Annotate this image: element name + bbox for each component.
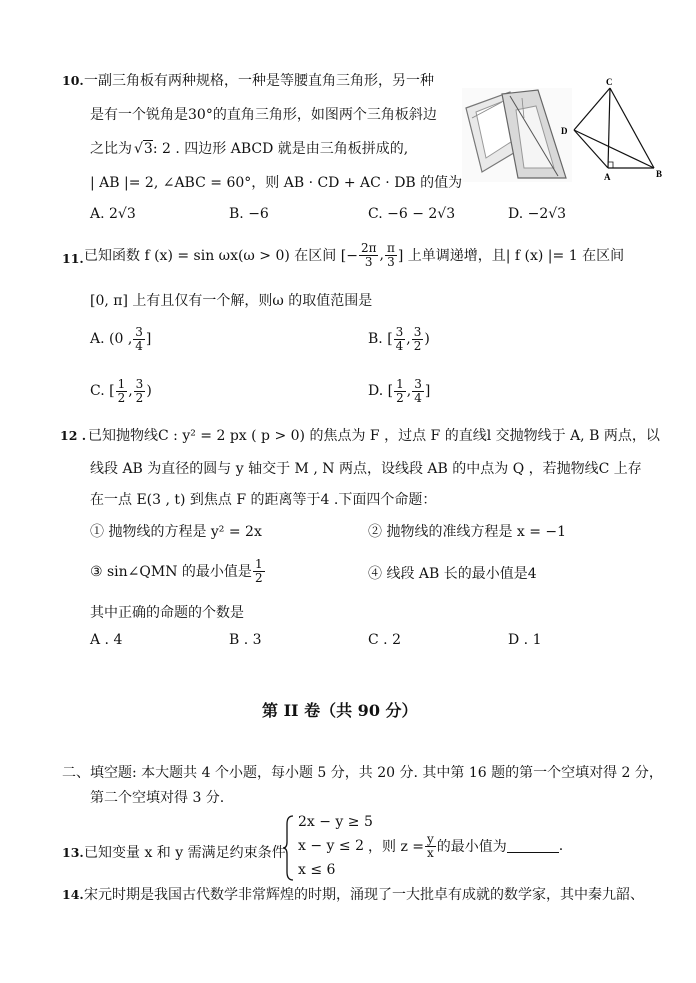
q10-sqrt3: 3 [143, 141, 153, 157]
q10-option-d: D. −2√3 [508, 206, 567, 222]
q11-line1-post: ] 上单调递增，且| f (x) |= 1 在区间 [397, 248, 625, 264]
q12-line1: 已知抛物线C : y² = 2 px ( p > 0) 的焦点为 F ，过点 F 的直线l 交抛物线于 A, B 两点，以 [88, 428, 660, 444]
label-c: C [606, 77, 613, 87]
label-b: B [656, 169, 663, 179]
q11-fraction-2pi-3: $\frac{2\pi}{3}$ [360, 240, 377, 269]
q11-option-b: B. [ $\frac{3}{4}$ , $\frac{3}{2}$ ) [368, 324, 430, 353]
quadrilateral-abcd-diagram [558, 74, 670, 182]
q12-option-d: D . 1 [508, 632, 542, 648]
q10-option-c: C. −6 − 2√3 [368, 206, 456, 222]
q10-line4: | AB |= 2, ∠ABC = 60°，则 AB · CD + AC · DB 的值为 [90, 175, 463, 191]
set-squares-image [462, 88, 572, 182]
q12-number: 12 . [60, 428, 87, 443]
q10-line1: 一副三角板有两种规格，一种是等腰直角三角形，另一种 [84, 73, 434, 89]
label-a: A [604, 172, 611, 182]
label-d: D [561, 126, 568, 136]
q10-option-b: B. −6 [229, 206, 269, 222]
q12-line3: 在一点 E(3 , t) 到焦点 F 的距离等于4 .下面四个命题： [90, 492, 437, 508]
q14-line1: 宋元时期是我国古代数学非常辉煌的时期，涌现了一大批卓有成就的数学家，其中秦九韶、 [84, 887, 644, 903]
q11-number: 11. [62, 251, 84, 266]
q11-fraction-pi-3: $\frac{\pi}{3}$ [386, 240, 395, 269]
q12-proposition-1: ① 抛物线的方程是 y² = 2x [90, 524, 262, 540]
q11-line1: 已知函数 f (x) = sin ωx(ω > 0) 在区间 [− $\frac{2\pi}{3}$ , $\frac{\pi}{3}$ ] 上单调递增，且| f (x) |= 1 在区间 [84, 240, 625, 269]
q13-objective: ，则 z = $\frac{y}{x}$ 的最小值为 . [368, 831, 564, 860]
q12-proposition-4: ④ 线段 AB 长的最小值是4 [368, 566, 537, 582]
q10-line2: 是有一个锐角是30°的直角三角形，如图两个三角板斜边 [90, 107, 437, 123]
q10-number: 10. [62, 73, 84, 88]
q10-line3-post: : 2 . 四边形 ABCD 就是由三角板拼成的, [152, 141, 409, 157]
q11-line2: [0, π] 上有且仅有一个解，则ω 的取值范围是 [90, 293, 373, 309]
q11-option-c: C. [ $\frac{1}{2}$ , $\frac{3}{2}$ ) [90, 376, 152, 405]
q13-constraint-1: 2x − y ≥ 5 [298, 814, 373, 830]
q11-option-d: D. [ $\frac{1}{2}$ , $\frac{3}{4}$ ] [368, 376, 431, 405]
section-2-intro-line1: 二、填空题: 本大题共 4 个小题，每小题 5 分，共 20 分. 其中第 16 题的第一个空填对得 2 分， [62, 765, 663, 781]
q13-constraint-2: x − y ≤ 2 [298, 838, 364, 854]
q10-line3: 之比为 √3: 2 . 四边形 ABCD 就是由三角板拼成的, [90, 141, 409, 157]
section-2-intro-line2: 第二个空填对得 3 分. [90, 790, 225, 806]
q10-line3-pre: 之比为 [90, 141, 132, 157]
q12-proposition-2: ② 抛物线的准线方程是 x = −1 [368, 524, 567, 540]
q11-option-a: A. (0 , $\frac{3}{4}$ ] [90, 324, 152, 353]
q12-line2: 线段 AB 为直径的圆与 y 轴交于 M , N 两点，设线段 AB 的中点为 Q ，若抛物线C 上存 [90, 461, 642, 477]
q14-number: 14. [62, 887, 84, 902]
q12-proposition-3: ③ sin∠QMN 的最小值是 $\frac{1}{2}$ [90, 556, 263, 585]
q13-constraints [288, 814, 373, 884]
q12-question: 其中正确的命题的个数是 [90, 605, 244, 621]
q12-option-c: C . 2 [368, 632, 401, 648]
q13-answer-blank[interactable] [507, 840, 559, 853]
q13-fraction-y-x: $\frac{y}{x}$ [427, 831, 434, 860]
section-2-title: 第 II 卷（共 90 分） [262, 701, 418, 720]
q11-line1-pre: 已知函数 f (x) = sin ωx(ω > 0) 在区间 [− [84, 248, 358, 264]
q13-constraint-3: x ≤ 6 [298, 862, 336, 878]
q12-option-a: A . 4 [90, 632, 123, 648]
q12-option-b: B . 3 [229, 632, 262, 648]
q13-prefix: 已知变量 x 和 y 需满足约束条件 [84, 845, 286, 861]
q13-number: 13. [62, 845, 84, 860]
q10-option-a: A. 2√3 [90, 206, 136, 222]
